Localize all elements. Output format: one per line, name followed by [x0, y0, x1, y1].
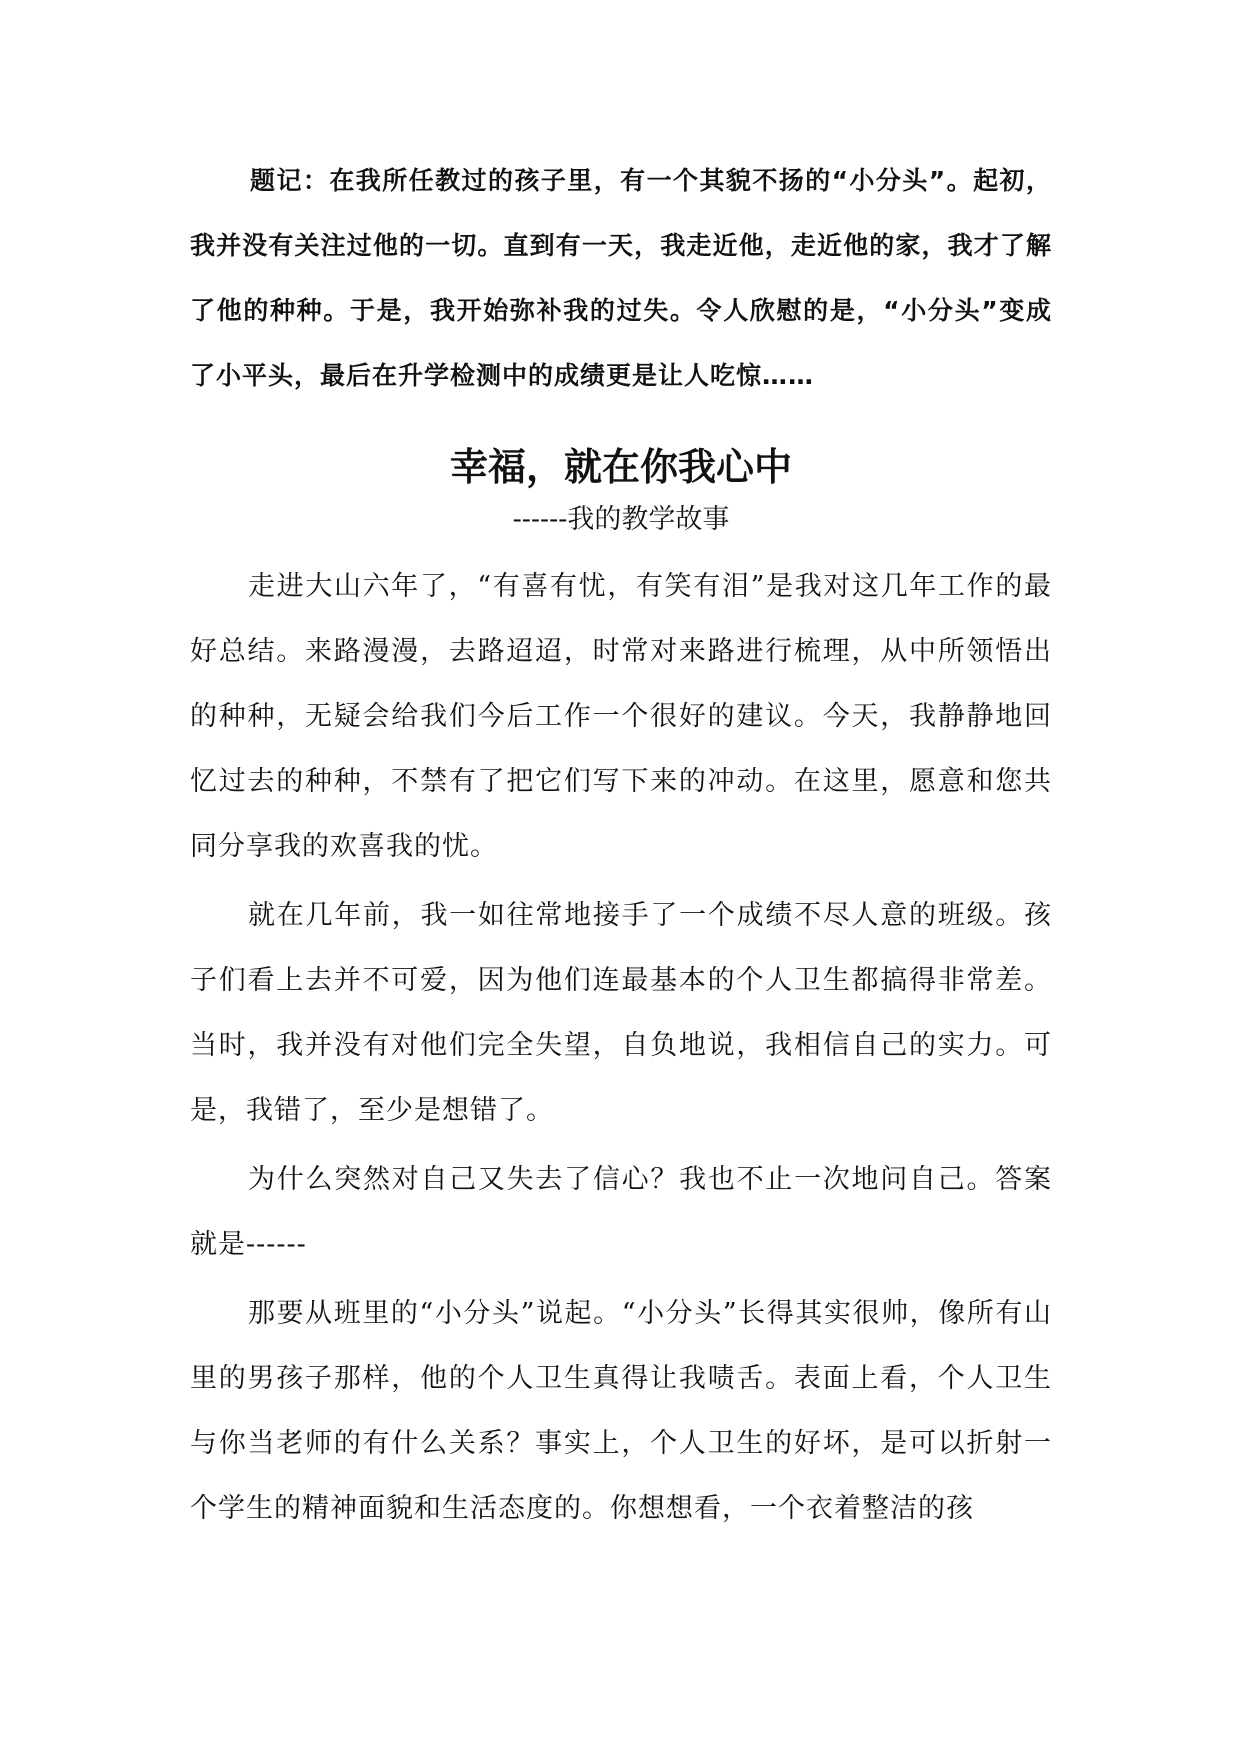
paragraph-3: 为什么突然对自己又失去了信心？我也不止一次地问自己。答案就是------ — [190, 1164, 1052, 1260]
article-body — [190, 554, 1052, 1541]
paragraph-4: 那要从班里的“小分头”说起。“小分头”长得其实很帅，像所有山里的男孩子那样，他的个人卫生真得让我啧舌。表面上看，个人卫生与你当老师的有什么关系？事实上，个人卫生的好坏，是可以折射一个学生的精神面貌和生活态度的。你想想看，一个衣着整洁的孩 — [190, 1298, 1052, 1524]
paragraph-1: 走进大山六年了，“有喜有忧，有笑有泪”是我对这几年工作的最好总结。来路漫漫，去路迢迢，时常对来路进行梳理，从中所领悟出的种种，无疑会给我们今后工作一个很好的建议。今天，我静静地回忆过去的种种，不禁有了把它们写下来的冲动。在这里，愿意和您共同分享我的欢喜我的忧。 — [190, 571, 1052, 862]
page-content — [190, 148, 1052, 1545]
epigraph: 题记：在我所任教过的孩子里，有一个其貌不扬的“小分头”。起初，我并没有关注过他的一切。直到有一天，我走近他，走近他的家，我才了解了他的种种。于是，我开始弥补我的过失。令人欣慰的是，“小分头”变成了小平头，最后在升学检测中的成绩更是让人吃惊…… — [190, 166, 1052, 390]
article-subtitle: ------我的教学故事 — [512, 504, 730, 535]
paragraph-2: 就在几年前，我一如往常地接手了一个成绩不尽人意的班级。孩子们看上去并不可爱，因为他们连最基本的个人卫生都搞得非常差。当时，我并没有对他们完全失望，自负地说，我相信自己的实力。可是，我错了，至少是想错了。 — [190, 900, 1052, 1126]
article-title: 幸福，就在你我心中 — [449, 445, 792, 489]
